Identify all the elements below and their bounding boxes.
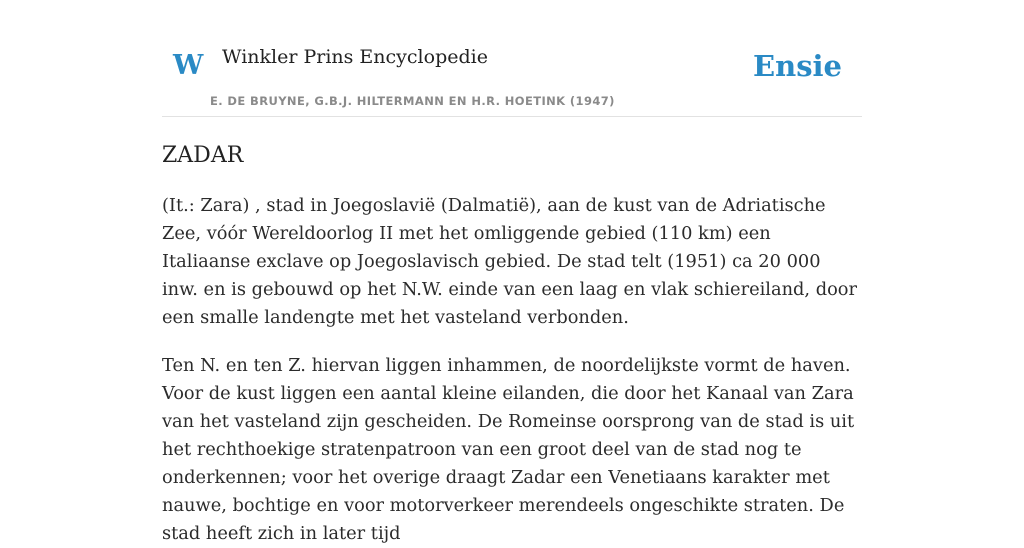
page [162, 0, 862, 548]
ensie-logo[interactable]: Ensie [753, 49, 842, 83]
winkler-prins-logo[interactable]: W [173, 50, 204, 81]
authors-line: E. DE BRUYNE, G.B.J. HILTERMANN EN H.R. HOETINK (1947) [210, 94, 615, 108]
article-paragraph: Ten N. en ten Z. hiervan liggen inhammen, de noordelijkste vormt de haven. Voor de kust liggen een aantal kleine eilanden, die door het Kanaal van Zara van het vasteland zijn gescheiden. De Romeinse oorsprong van de stad is uit het rechthoekige stratenpatroon van een groot deel van de stad nog te onderkennen; voor het overige draagt Zadar een Venetiaans karakter met nauwe, bochtige en voor motorverkeer merendeels ongeschikte straten. De stad heeft zich in later tijd [162, 355, 855, 545]
header [162, 0, 862, 117]
article-body [162, 192, 862, 548]
article-title: ZADAR [162, 143, 244, 168]
article-paragraph: (It.: Zara) , stad in Joegoslavië (Dalmatië), aan de kust van de Adriatische Zee, vóór Wereldoorlog II met het omliggende gebied (110 km) een Italiaanse exclave op Joegoslavisch gebied. De stad telt (1951) ca 20 000 inw. en is gebouwd op het N.W. einde van een laag en vlak schiereiland, door een smalle landengte met het vasteland verbonden. [162, 195, 858, 329]
site-title[interactable]: Winkler Prins Encyclopedie [222, 46, 488, 68]
